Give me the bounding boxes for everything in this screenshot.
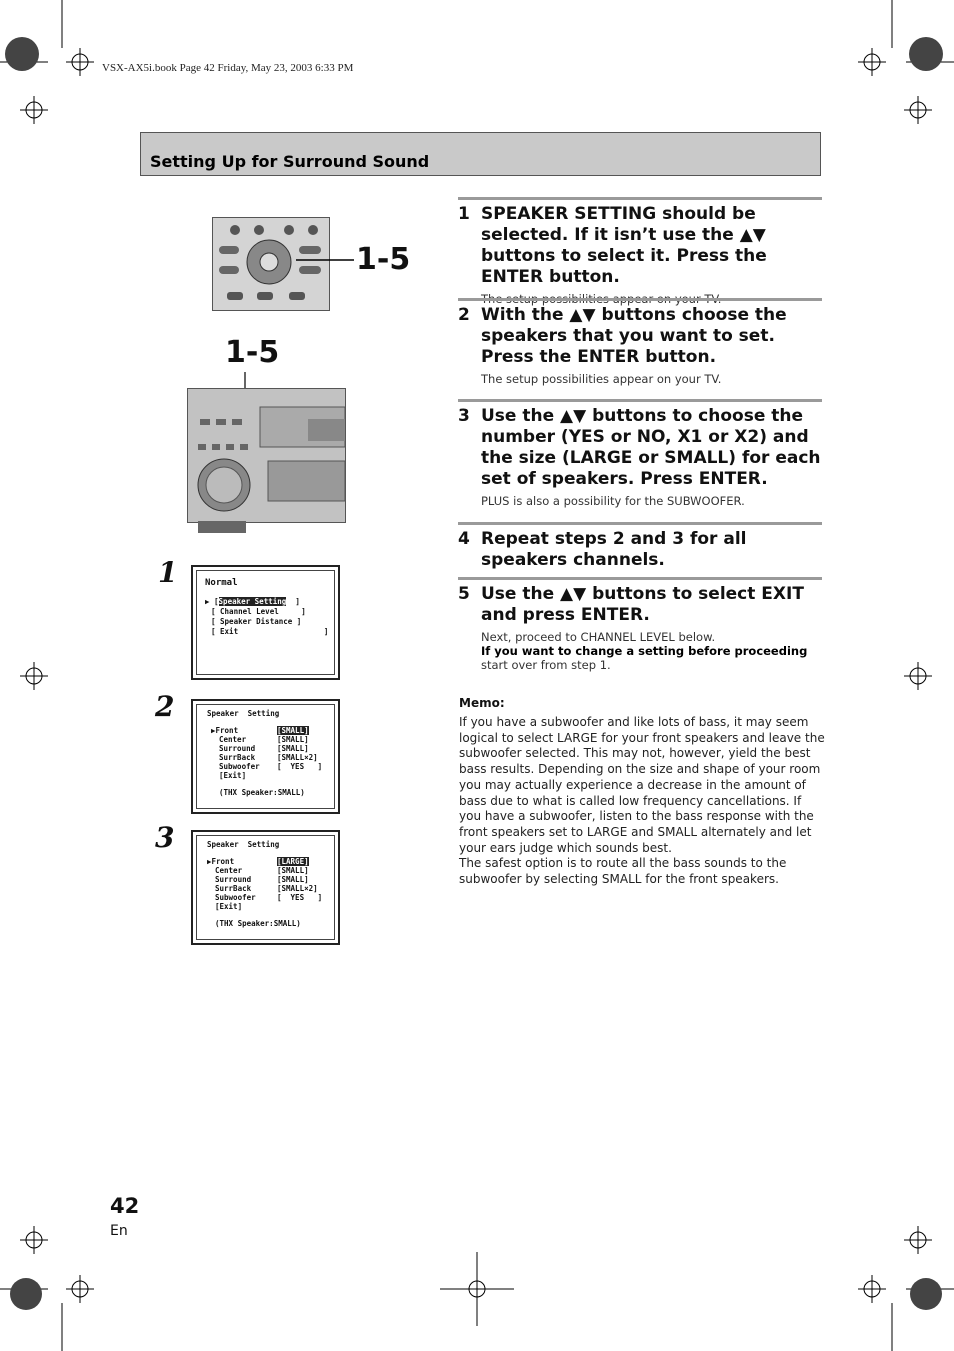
remote-callout-label: 1-5 bbox=[356, 242, 411, 277]
menu-row-speaker-setting: ▶ [Speaker Setting ] bbox=[205, 597, 300, 606]
memo-paragraph: The safest option is to route all the bass sounds to the subwoofer by selecting SMALL for the front speakers. bbox=[459, 856, 787, 887]
speaker-label-surrback: SurrBack bbox=[215, 884, 252, 893]
receiver-illustration bbox=[187, 388, 346, 523]
menu-row-speaker-distance: [ Speaker Distance ] bbox=[211, 617, 302, 626]
screen-title: Speaker Setting bbox=[207, 840, 280, 849]
menu-row-exit: [ Exit ] bbox=[211, 627, 329, 636]
figure-number-2: 2 bbox=[155, 690, 175, 723]
speaker-label-center: Center bbox=[215, 866, 243, 875]
speaker-label-subwoofer: Subwoofer bbox=[219, 762, 260, 771]
section-title: Setting Up for Surround Sound bbox=[150, 152, 430, 171]
tv-screen-speaker-setting-small bbox=[191, 699, 340, 814]
step-2 bbox=[458, 298, 822, 386]
selected-menu-item: Speaker Setting bbox=[218, 597, 287, 606]
step-3 bbox=[458, 399, 822, 508]
step-heading: SPEAKER SETTING should be selected. If it isn’t use the ▲▼ buttons to select it. Press the ENTER button. bbox=[481, 204, 767, 287]
step-heading: Repeat steps 2 and 3 for all speakers channels. bbox=[481, 529, 747, 570]
step-5 bbox=[458, 577, 822, 672]
menu-row-channel-level: [ Channel Level ] bbox=[211, 607, 306, 616]
speaker-label-surround: Surround bbox=[215, 875, 252, 884]
step-note-line: start over from step 1. bbox=[481, 658, 611, 672]
step-heading: Use the ▲▼ buttons to choose the number (YES or NO, X1 or X2) and the size (LARGE or SMALL) for each set of speakers. Press ENTER. bbox=[481, 406, 821, 489]
speaker-value-surrback: [SMALL×2] bbox=[277, 753, 318, 762]
remote-callout-line bbox=[296, 250, 356, 274]
speaker-label-exit: [Exit] bbox=[219, 771, 247, 780]
step-heading: Use the ▲▼ buttons to select EXIT and press ENTER. bbox=[481, 584, 804, 625]
speaker-value-front: [SMALL] bbox=[277, 726, 309, 735]
screen-title: Speaker Setting bbox=[207, 709, 280, 718]
speaker-value-surrback: [SMALL×2] bbox=[277, 884, 318, 893]
speaker-label-exit: [Exit] bbox=[215, 902, 243, 911]
speaker-value-subwoofer: [ YES ] bbox=[277, 762, 323, 771]
figure-number-1: 1 bbox=[158, 556, 178, 589]
step-note: PLUS is also a possibility for the SUBWOOFER. bbox=[481, 494, 745, 508]
speaker-value-center: [SMALL] bbox=[277, 866, 309, 875]
step-note: The setup possibilities appear on your TV. bbox=[481, 292, 722, 306]
speaker-value-surround: [SMALL] bbox=[277, 744, 309, 753]
figure-number-3: 3 bbox=[155, 821, 175, 854]
section-header bbox=[140, 132, 821, 176]
speaker-label-surround: Surround bbox=[219, 744, 256, 753]
speaker-value-center: [SMALL] bbox=[277, 735, 309, 744]
step-4 bbox=[458, 522, 822, 571]
speaker-label-front: ▶Front bbox=[207, 857, 235, 866]
step-note bbox=[481, 630, 822, 672]
step-heading: With the ▲▼ buttons choose the speakers that you want to set. Press the ENTER button. bbox=[481, 305, 787, 367]
step-number: 2 bbox=[458, 305, 470, 325]
memo-paragraph: If you have a subwoofer and like lots of bass, it may seem logical to select LARGE for your front speakers and leave the subwoofer selected. This may not, however, yield the best bass results. Depending on the size and shape of your room you may actually experience a decrease in the amount of bass due to what is called low frequency cancellations. If you have a subwoofer, listen to the bass response with the front speakers set to LARGE and SMALL alternately and let your ears judge which sounds best. bbox=[459, 715, 825, 855]
step-number: 1 bbox=[458, 204, 470, 224]
receiver-callout-label: 1-5 bbox=[225, 335, 280, 370]
step-number: 3 bbox=[458, 406, 470, 426]
step-1 bbox=[458, 197, 822, 306]
speaker-value-front: [LARGE] bbox=[277, 857, 309, 866]
speaker-label-front: ▶Front bbox=[211, 726, 239, 735]
speaker-value-subwoofer: [ YES ] bbox=[277, 893, 323, 902]
screen-footer: (THX Speaker:SMALL) bbox=[215, 919, 301, 928]
file-header: VSX-AX5i.book Page 42 Friday, May 23, 2003 6:33 PM bbox=[102, 62, 354, 74]
memo-body bbox=[459, 715, 825, 888]
page-number: 42 bbox=[110, 1194, 140, 1218]
tv-screen-speaker-setting-large bbox=[191, 830, 340, 945]
tv-screen-normal-menu bbox=[191, 565, 340, 680]
speaker-label-subwoofer: Subwoofer bbox=[215, 893, 256, 902]
step-number: 5 bbox=[458, 584, 470, 604]
step-note: The setup possibilities appear on your TV. bbox=[481, 372, 722, 386]
receiver-foot bbox=[198, 521, 248, 535]
speaker-value-surround: [SMALL] bbox=[277, 875, 309, 884]
speaker-label-center: Center bbox=[219, 735, 247, 744]
screen-title: Normal bbox=[205, 578, 238, 588]
speaker-label-surrback: SurrBack bbox=[219, 753, 256, 762]
screen-footer: (THX Speaker:SMALL) bbox=[219, 788, 305, 797]
step-note-bold: If you want to change a setting before proceeding bbox=[481, 644, 808, 658]
receiver-front-panel-graphic bbox=[188, 389, 345, 522]
memo-title: Memo: bbox=[459, 696, 505, 710]
step-number: 4 bbox=[458, 529, 470, 549]
step-note-line: Next, proceed to CHANNEL LEVEL below. bbox=[481, 630, 716, 644]
page-language: En bbox=[110, 1223, 128, 1239]
